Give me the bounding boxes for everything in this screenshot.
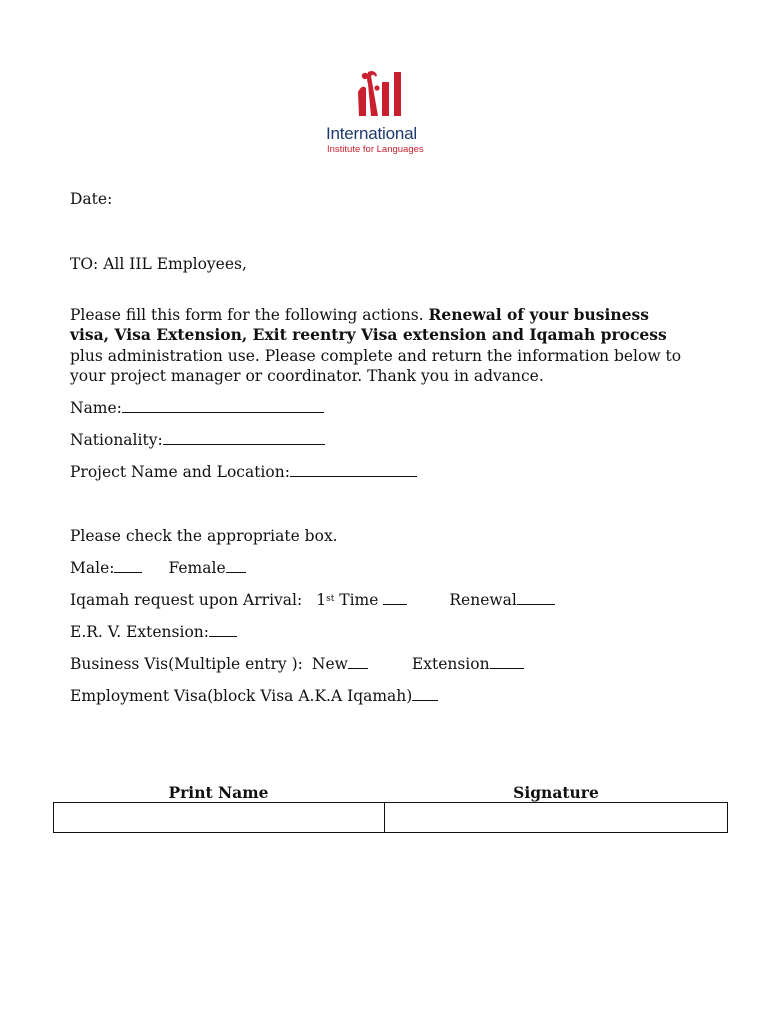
intro-actions-bold: Renewal of your business visa, Visa Extension, Exit reentry Visa extension and Iqamah process <box>70 305 667 345</box>
male-label: Male: <box>70 559 115 577</box>
employment-visa-row <box>70 686 438 706</box>
nationality-field <box>70 430 325 450</box>
name-label: Name: <box>70 399 122 417</box>
intro-text-1: Please fill this form for the following actions. <box>70 306 429 324</box>
business-new-label: New <box>311 655 348 673</box>
print-name-cell[interactable] <box>54 803 385 833</box>
erv-row <box>70 622 237 642</box>
project-field <box>70 462 417 482</box>
name-blank[interactable] <box>122 398 324 413</box>
check-instruction: Please check the appropriate box. <box>70 527 338 545</box>
male-blank[interactable] <box>114 558 142 573</box>
gender-row <box>70 558 246 578</box>
first-time-word: Time <box>339 591 379 609</box>
name-field <box>70 398 324 418</box>
erv-label: E.R. V. Extension: <box>70 623 209 641</box>
nationality-label: Nationality: <box>70 431 163 449</box>
table-row <box>54 803 728 833</box>
business-new-blank[interactable] <box>348 654 368 669</box>
employment-blank[interactable] <box>412 686 438 701</box>
erv-blank[interactable] <box>209 622 237 637</box>
logo-tagline: Institute for Languages <box>327 144 424 155</box>
business-extension-label: Extension <box>411 655 490 673</box>
to-line: TO: All IIL Employees, <box>70 255 247 273</box>
signature-table <box>53 802 728 833</box>
iqamah-row <box>70 590 555 610</box>
iil-logo <box>322 70 442 158</box>
date-label: Date: <box>70 190 113 208</box>
iqamah-label: Iqamah request upon Arrival: <box>70 591 303 609</box>
employment-label: Employment Visa(block Visa A.K.A Iqamah) <box>70 687 413 705</box>
iil-logo-mark <box>356 70 408 122</box>
project-blank[interactable] <box>290 462 417 477</box>
intro-paragraph <box>70 305 690 386</box>
first-time-sup: st <box>326 594 335 604</box>
signature-cell[interactable] <box>385 803 728 833</box>
first-time-blank[interactable] <box>383 590 407 605</box>
female-blank[interactable] <box>226 558 246 573</box>
project-label: Project Name and Location: <box>70 463 290 481</box>
intro-text-2: plus administration use. Please complete and return the information below to your project manager or coordinator. Thank you in advance. <box>70 346 682 385</box>
business-extension-blank[interactable] <box>490 654 524 669</box>
print-name-header: Print Name <box>168 783 269 802</box>
business-visa-row <box>70 654 524 674</box>
renewal-blank[interactable] <box>517 590 555 605</box>
business-label: Business Vis(Multiple entry ): <box>70 655 303 673</box>
logo-name: International <box>326 124 417 143</box>
first-time-num: 1 <box>316 591 327 609</box>
signature-header: Signature <box>513 783 599 802</box>
renewal-label: Renewal <box>449 591 517 609</box>
female-label: Female <box>168 559 226 577</box>
nationality-blank[interactable] <box>163 430 325 445</box>
